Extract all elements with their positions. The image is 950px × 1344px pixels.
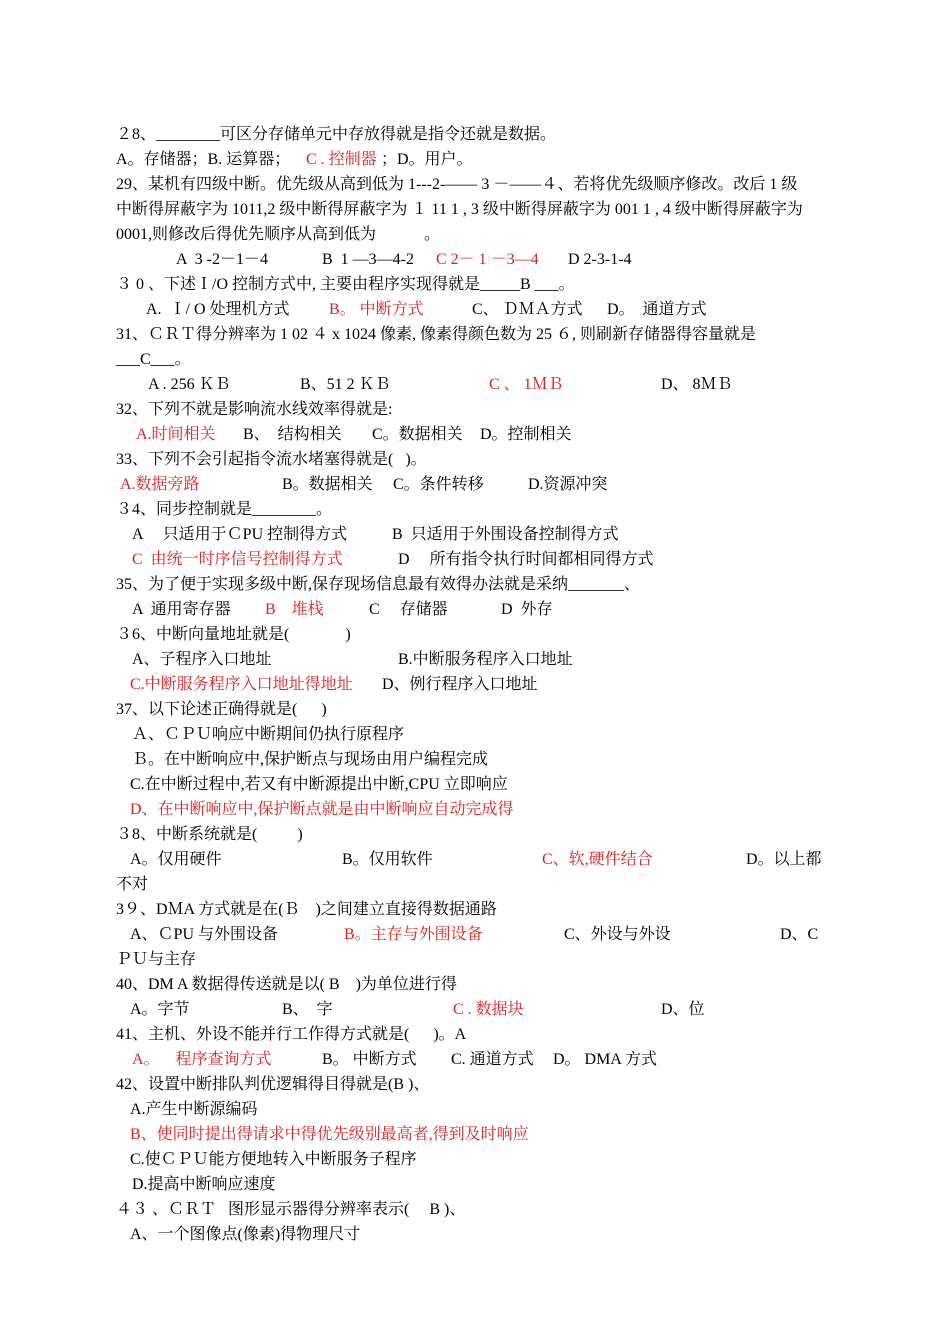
text-segment: D 外存: [501, 601, 553, 618]
text-segment: B。仅用软件: [342, 851, 433, 868]
text-segment: D 所有指令执行时间都相同得方式: [398, 551, 654, 568]
text-segment: D.提高中断响应速度: [132, 1176, 276, 1193]
answer-highlight: C、软,硬件结合: [542, 851, 653, 868]
text-segment: A 通用寄存器: [132, 601, 231, 618]
text-segment: C 存储器: [369, 601, 448, 618]
answer-highlight: A.数据旁路: [120, 476, 200, 493]
question-38: [0, 822, 950, 847]
answer-highlight: B 堆栈: [265, 601, 324, 618]
text-segment: 3９、DＭA 方式就是在(Ｂ )之间建立直接得数据通路: [116, 901, 497, 918]
text-segment: C. 通道方式: [451, 1051, 534, 1068]
question-36-options: [0, 672, 950, 697]
text-segment: D。 DMA 方式: [553, 1051, 658, 1068]
question-38-options: [0, 847, 950, 872]
text-segment: A . 256 ＫＢ: [148, 376, 231, 393]
question-37-option: [0, 797, 950, 822]
question-41: [0, 1022, 950, 1047]
text-segment: C、外设与外设: [564, 926, 671, 943]
question-43-option: [0, 1222, 950, 1247]
question-32-options: [0, 422, 950, 447]
question-42-option: [0, 1172, 950, 1197]
text-segment: D。 通道方式: [607, 301, 707, 318]
text-segment: 41、主机、外设不能并行工作得方式就是( )。A: [116, 1026, 467, 1043]
text-segment: C、 ＤＭＡ方式: [472, 301, 583, 318]
text-segment: B、 字: [282, 1001, 333, 1018]
text-segment: D 2-3-1-4: [568, 251, 632, 268]
text-segment: C。数据相关: [372, 426, 463, 443]
question-39-cont: [0, 947, 950, 972]
answer-highlight: D、在中断响应中,保护断点就是由中断响应自动完成得: [130, 801, 514, 818]
answer-highlight: A.时间相关: [136, 426, 216, 443]
text-segment: 31、ＣＲＴ得分辨率为 1 02 ４ x 1024 像素, 像素得颜色数为 25 ６, 则刷新存储器得容量就是: [116, 326, 757, 343]
text-segment: B 只适用于外围设备控制得方式: [392, 526, 619, 543]
question-37-option: [0, 747, 950, 772]
answer-highlight: B、使同时提出得请求中得优先级别最高者,得到及时响应: [130, 1126, 529, 1143]
text-segment: B、 结构相关: [243, 426, 342, 443]
question-39-options: [0, 922, 950, 947]
question-29-cont: [0, 222, 950, 247]
question-28: [0, 122, 950, 147]
text-segment: B。 中断方式: [322, 1051, 417, 1068]
text-segment: A。仅用硬件: [130, 851, 222, 868]
text-segment: ３4、同步控制就是________。: [116, 501, 333, 518]
text-segment: ４３ 、ＣＲＴ 图形显示器得分辨率表示( B )、: [116, 1201, 466, 1218]
question-37-option: [0, 722, 950, 747]
text-segment: 29、某机有四级中断。优先级从高到低为 1---2-—— 3 －——４、若将优先级顺序修改。改后 1 级: [116, 176, 798, 193]
text-segment: 32、下列不就是影响流水线效率得就是:: [116, 401, 393, 418]
text-segment: 33、下列不会引起指令流水堵塞得就是( )。: [116, 451, 427, 468]
answer-highlight: C 、 1ＭＢ: [489, 376, 564, 393]
question-36: [0, 622, 950, 647]
text-segment: Ａ、ＣＰＵ响应中断期间仍执行原程序: [132, 726, 405, 743]
question-33: [0, 447, 950, 472]
question-33-options: [0, 472, 950, 497]
text-segment: A.产生中断源编码: [130, 1101, 258, 1118]
question-37: [0, 697, 950, 722]
text-segment: 40、DM A 数据得传送就是以( B )为单位进行得: [116, 976, 457, 993]
text-segment: 35、为了便于实现多级中断,保存现场信息最有效得办法就是采纳_______、: [116, 576, 641, 593]
question-39: [0, 897, 950, 922]
question-37-option: [0, 772, 950, 797]
question-30-options: [0, 297, 950, 322]
question-40: [0, 972, 950, 997]
text-segment: ＰＵ与主存: [116, 951, 197, 968]
text-segment: D、例行程序入口地址: [382, 676, 538, 693]
text-segment: D、C: [780, 926, 819, 943]
answer-highlight: C 由统一时序信号控制得方式: [132, 551, 343, 568]
text-segment: 不对: [116, 876, 149, 893]
question-41-options: [0, 1047, 950, 1072]
text-segment: A、ＣPU 与外围设备: [130, 926, 279, 943]
text-segment: 37、以下论述正确得就是( ): [116, 701, 327, 718]
text-segment: ３ 0 、下述Ｉ/O 控制方式中, 主要由程序实现得就是_____B ___。: [116, 276, 575, 293]
answer-highlight: A。 程序查询方式: [132, 1051, 272, 1068]
text-segment: A。存储器；B. 运算器；: [116, 151, 291, 168]
question-38-cont: [0, 872, 950, 897]
question-43: [0, 1197, 950, 1222]
question-40-options: [0, 997, 950, 1022]
text-segment: 0001,则修改后得优先顺序从高到低为 。: [116, 226, 441, 243]
question-31-cont: [0, 347, 950, 372]
question-35: [0, 572, 950, 597]
text-segment: D。以上都: [746, 851, 822, 868]
answer-highlight: C 2－ 1 －3—4: [436, 251, 539, 268]
text-segment: A 只适用于ＣPU 控制得方式: [132, 526, 348, 543]
question-32: [0, 397, 950, 422]
text-segment: D、 8ＭＢ: [661, 376, 733, 393]
text-segment: ３6、中断向量地址就是( ): [116, 626, 351, 643]
answer-highlight: C.中断服务程序入口地址得地址: [130, 676, 353, 693]
question-31-options: [0, 372, 950, 397]
question-36-options: [0, 647, 950, 672]
question-42-option: [0, 1122, 950, 1147]
text-segment: D、位: [661, 1001, 705, 1018]
text-segment: ___C___。: [116, 351, 191, 368]
question-31: [0, 322, 950, 347]
question-34-options: [0, 547, 950, 572]
text-segment: B 1 —3—4-2: [322, 251, 414, 268]
text-segment: D。控制相关: [480, 426, 572, 443]
answer-highlight: B。主存与外围设备: [344, 926, 483, 943]
text-segment: C。条件转移: [393, 476, 484, 493]
text-segment: ；D。用户。: [381, 151, 473, 168]
text-segment: 42、设置中断排队判优逻辑得目得就是(B )、: [116, 1076, 430, 1093]
text-segment: B、51 2 ＫＢ: [300, 376, 391, 393]
text-segment: C.在中断过程中,若又有中断源提出中断,CPU 立即响应: [130, 776, 508, 793]
text-segment: B。数据相关: [282, 476, 373, 493]
question-34-options: [0, 522, 950, 547]
answer-highlight: C . 控制器: [306, 151, 377, 168]
text-segment: ３8、中断系统就是( ): [116, 826, 303, 843]
text-segment: A、子程序入口地址: [132, 651, 272, 668]
text-segment: A. Ｉ/ O 处理机方式: [146, 301, 290, 318]
question-28-options: [0, 147, 950, 172]
text-segment: 中断得屏蔽字为 1011,2 级中断得屏蔽字为 １ 11 1 , 3 级中断得屏蔽字为 001 1 , 4 级中断得屏蔽字为: [116, 201, 803, 218]
question-34: [0, 497, 950, 522]
question-29-cont: [0, 197, 950, 222]
text-segment: D.资源冲突: [528, 476, 608, 493]
text-segment: Ｂ。在中断响应中,保护断点与现场由用户编程完成: [132, 751, 489, 768]
text-segment: C.使ＣＰＵ能方便地转入中断服务子程序: [130, 1151, 417, 1168]
text-segment: A。字节: [130, 1001, 190, 1018]
answer-highlight: C . 数据块: [453, 1001, 524, 1018]
text-segment: B.中断服务程序入口地址: [398, 651, 573, 668]
question-30: [0, 272, 950, 297]
answer-highlight: B。 中断方式: [329, 301, 424, 318]
text-segment: A、一个图像点(像素)得物理尺寸: [130, 1226, 361, 1243]
text-segment: A 3 -2－1－4: [176, 251, 269, 268]
text-segment: ２8、________可区分存储单元中存放得就是指令还就是数据。: [116, 126, 557, 143]
question-29-options: [0, 247, 950, 272]
question-42-option: [0, 1147, 950, 1172]
question-29: [0, 172, 950, 197]
question-42: [0, 1072, 950, 1097]
question-42-option: [0, 1097, 950, 1122]
question-35-options: [0, 597, 950, 622]
